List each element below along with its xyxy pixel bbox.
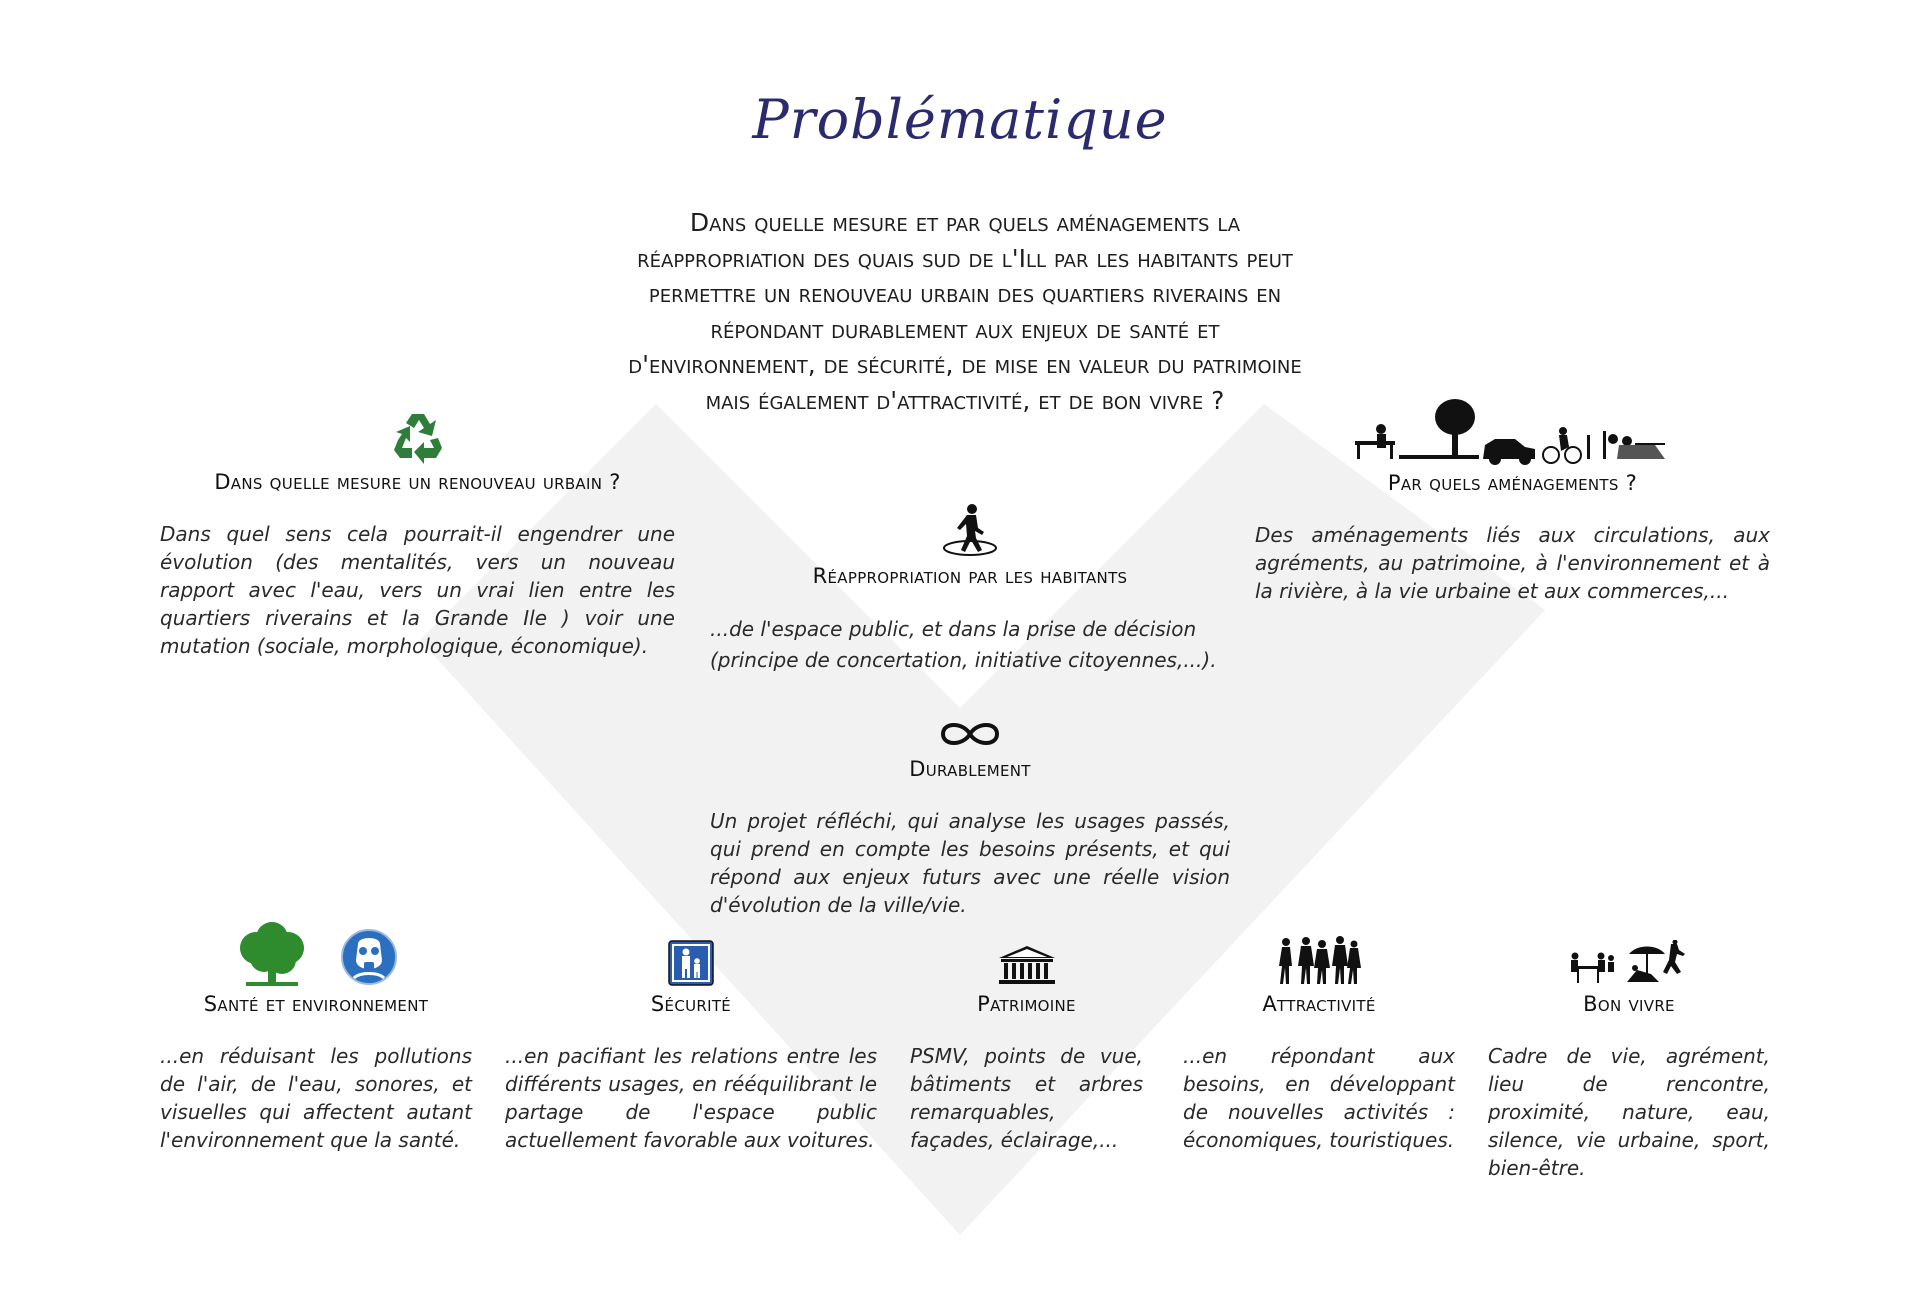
section-text: ...en répondant aux besoins, en développant de nouvelles activités : économiques, touristiques. <box>1183 1044 1455 1152</box>
unesco-icon <box>997 944 1057 986</box>
section-heading: Patrimoine <box>977 992 1076 1016</box>
section-text: ...en pacifiant les relations entre les différents usages, en rééquilibrant le partage de l'espace public actuellement favorable aux voitures. <box>505 1044 877 1152</box>
section-heading: Bon vivre <box>1583 992 1675 1016</box>
section-text: PSMV, points de vue, bâtiments et arbres remarquables, façades, éclairage,... <box>910 1044 1143 1152</box>
section-text: Des aménagements liés aux circulations, aux agréments, au patrimoine, à l'environnement et à la rivière, à la vie urbaine et aux commerces,... <box>1255 523 1770 603</box>
section-heading: Sécurité <box>650 992 732 1016</box>
section-heading: Réappropriation par les habitants <box>812 564 1128 588</box>
tree-icon <box>234 922 310 986</box>
pedestrian-zone-sign-icon <box>668 940 714 986</box>
infinity-icon <box>937 717 1003 751</box>
crowd-silhouettes-icon <box>1276 936 1362 986</box>
section-heading: Durablement <box>909 757 1031 781</box>
section-amenagements <box>1255 395 1770 605</box>
urban-life-silhouettes-icon <box>1355 395 1670 465</box>
section-patrimoine <box>910 944 1143 1154</box>
section-text: Dans quel sens cela pourrait-il engendrer une évolution (des mentalités, vers un nouveau rapport avec l'eau, vers un vrai lien entre les quartiers riverains et la Grande Ile ) voir une mutation (sociale, morphologique, économique). <box>160 522 675 658</box>
pedestrian-icon <box>940 502 1000 558</box>
section-text: Cadre de vie, agrément, lieu de rencontre, proximité, nature, eau, silence, vie urbaine, sport, bien-être. <box>1488 1044 1770 1180</box>
section-heading: Santé et environnement <box>203 992 429 1016</box>
section-renouveau <box>160 408 675 660</box>
leisure-silhouettes-icon <box>1567 940 1691 986</box>
section-durablement <box>710 717 1230 919</box>
recycle-icon <box>390 408 446 464</box>
section-text: Un projet réfléchi, qui analyse les usages passés, qui prend en compte les besoins présents, et qui répond aux enjeux futurs avec une réelle vision d'évolution de la ville/vie. <box>710 809 1230 917</box>
page-title: Problématique <box>752 88 1168 151</box>
central-question: Dans quelle mesure et par quels aménagements la réappropriation des quais sud de l'Ill par les habitants peut permettre un renouveau urbain des quartiers riverains en répondant durablement aux enjeux de santé et d'environnement, de sécurité, de mise en valeur du patrimoine mais également d'attractivité, et de bon vivre ? <box>628 208 1302 415</box>
section-securite <box>505 940 877 1154</box>
section-text: ...de l'espace public, et dans la prise de décision (principe de concertation, initiative citoyennes,...). <box>710 617 1217 672</box>
section-reappropriation <box>710 502 1230 676</box>
section-bonvivre <box>1488 940 1770 1182</box>
section-heading: Par quels aménagements ? <box>1387 471 1638 495</box>
section-heading: Dans quelle mesure un renouveau urbain ? <box>214 470 621 494</box>
section-heading: Attractivité <box>1262 992 1376 1016</box>
section-sante <box>160 922 472 1154</box>
section-attractivite <box>1183 936 1455 1154</box>
gas-mask-icon <box>340 928 398 986</box>
section-text: ...en réduisant les pollutions de l'air, de l'eau, sonores, et visuelles qui affectent autant l'environnement que la santé. <box>160 1044 472 1152</box>
